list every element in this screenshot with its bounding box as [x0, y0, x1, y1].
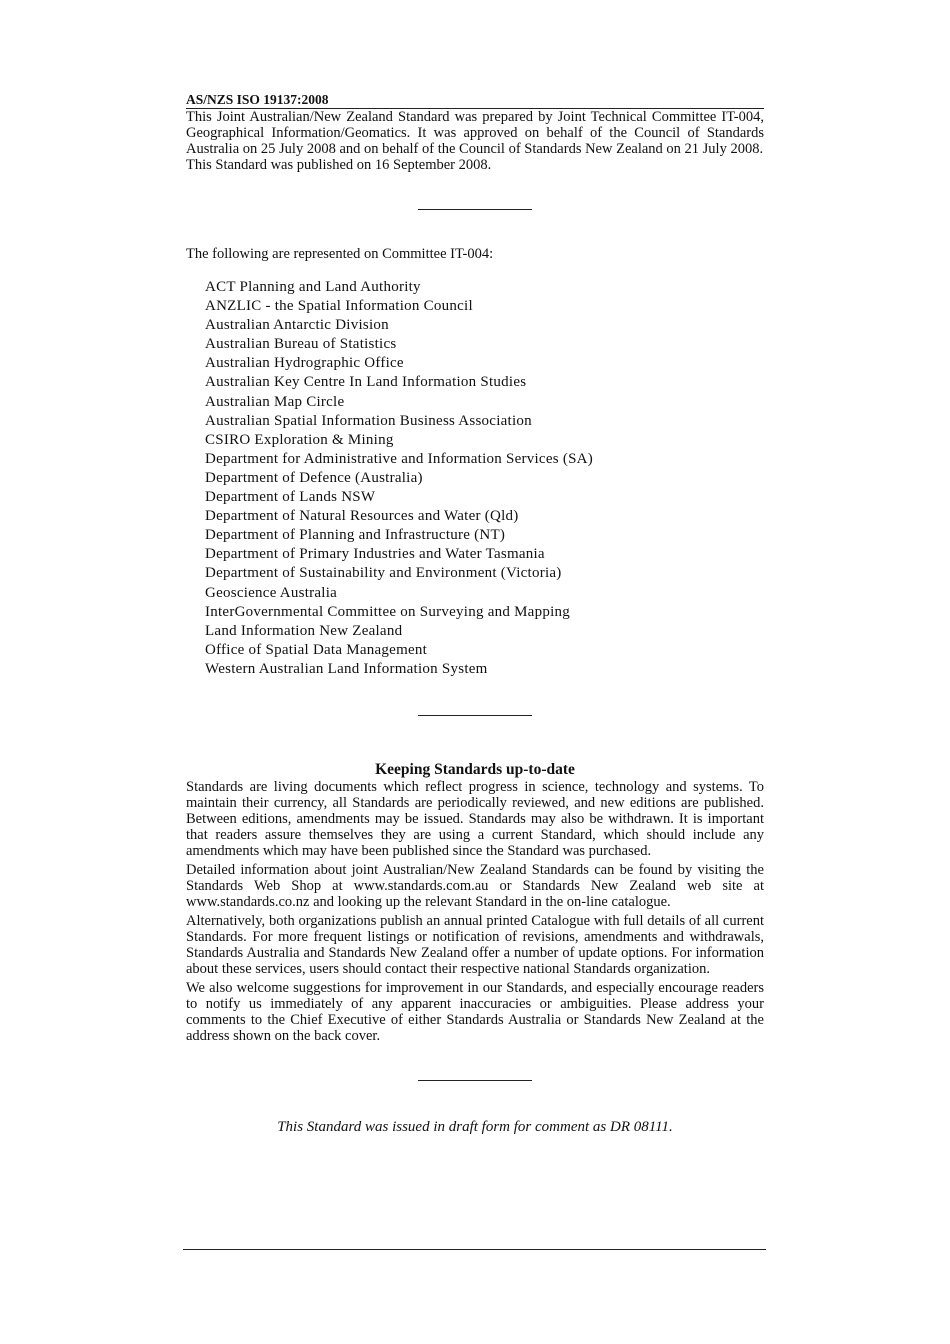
committee-member: ANZLIC - the Spatial Information Council [205, 298, 473, 315]
committee-member: Australian Hydrographic Office [205, 355, 404, 372]
committee-member: Australian Antarctic Division [205, 317, 389, 334]
committee-member: CSIRO Exploration & Mining [205, 431, 394, 448]
paragraph: Detailed information about joint Australian/New Zealand Standards can be found by visiting the Standards Web Shop at www.standards.com.au or Standards New Zealand web site at www.standards.co.nz and looking up the relevant Standard in the on-line catalogue. [186, 861, 764, 910]
footer-rule [183, 1249, 766, 1250]
committee-member: Western Australian Land Information System [205, 660, 488, 677]
committee-member: Australian Key Centre In Land Information Studies [205, 374, 527, 391]
document-page [186, 92, 764, 1135]
committee-member: Australian Spatial Information Business Association [205, 412, 532, 429]
committee-member: Geoscience Australia [205, 584, 338, 601]
paragraph: Standards are living documents which reflect progress in science, technology and systems. To maintain their currency, all Standards are periodically reviewed, and new editions are published. Between editions, amendments may be issued. Standards may also be withdrawn. It is important that readers assure themselves they are using a current Standard, which should include any amendments which may have been published since the Standard was purchased. [186, 778, 764, 859]
committee-member: Australian Bureau of Statistics [205, 336, 397, 353]
committee-member: Department of Planning and Infrastructure (NT) [205, 527, 506, 544]
paragraph: Alternatively, both organizations publish an annual printed Catalogue with full details of all current Standards. For more frequent listings or notification of revisions, amendments and withdrawals, Standards Australia and Standards New Zealand offer a number of update options. For information about these services, users should contact their respective national Standards organization. [186, 912, 764, 977]
committee-member: Department of Lands NSW [205, 489, 376, 506]
committee-member: Office of Spatial Data Management [205, 641, 428, 658]
section-divider [418, 209, 532, 210]
paragraph: We also welcome suggestions for improvement in our Standards, and especially encourage readers to notify us immediately of any apparent inaccuracies or ambiguities. Please address your comments to the Chief Executive of either Standards Australia or Standards New Zealand at the address shown on the back cover. [186, 979, 764, 1044]
preparation-statement: This Joint Australian/New Zealand Standard was prepared by Joint Technical Committee IT-004, Geographical Information/Geomatics. It was approved on behalf of the Council of Standards Australia on 25 July 2008 and on behalf of the Council of Standards New Zealand on 21 July 2008. [186, 109, 764, 157]
committee-member: Department of Natural Resources and Water (Qld) [205, 508, 519, 525]
committee-member: Australian Map Circle [205, 393, 345, 410]
section-divider [418, 1080, 532, 1081]
section-heading: Keeping Standards up-to-date [375, 760, 575, 778]
committee-member: Department of Sustainability and Environment (Victoria) [205, 565, 562, 582]
standard-identifier: AS/NZS ISO 19137:2008 [186, 92, 764, 109]
committee-member: Department of Defence (Australia) [205, 469, 423, 486]
committee-member: Department for Administrative and Information Services (SA) [205, 450, 593, 467]
committee-member: ACT Planning and Land Authority [205, 279, 421, 295]
committee-intro: The following are represented on Committee IT-004: [186, 246, 494, 262]
committee-member: InterGovernmental Committee on Surveying and Mapping [205, 603, 571, 620]
committee-member-list [186, 278, 764, 679]
publication-statement: This Standard was published on 16 September 2008. [186, 157, 492, 173]
draft-note: This Standard was issued in draft form for comment as DR 08111. [277, 1118, 673, 1135]
section-divider [418, 715, 532, 716]
committee-member: Department of Primary Industries and Water Tasmania [205, 546, 545, 563]
committee-member: Land Information New Zealand [205, 622, 403, 639]
